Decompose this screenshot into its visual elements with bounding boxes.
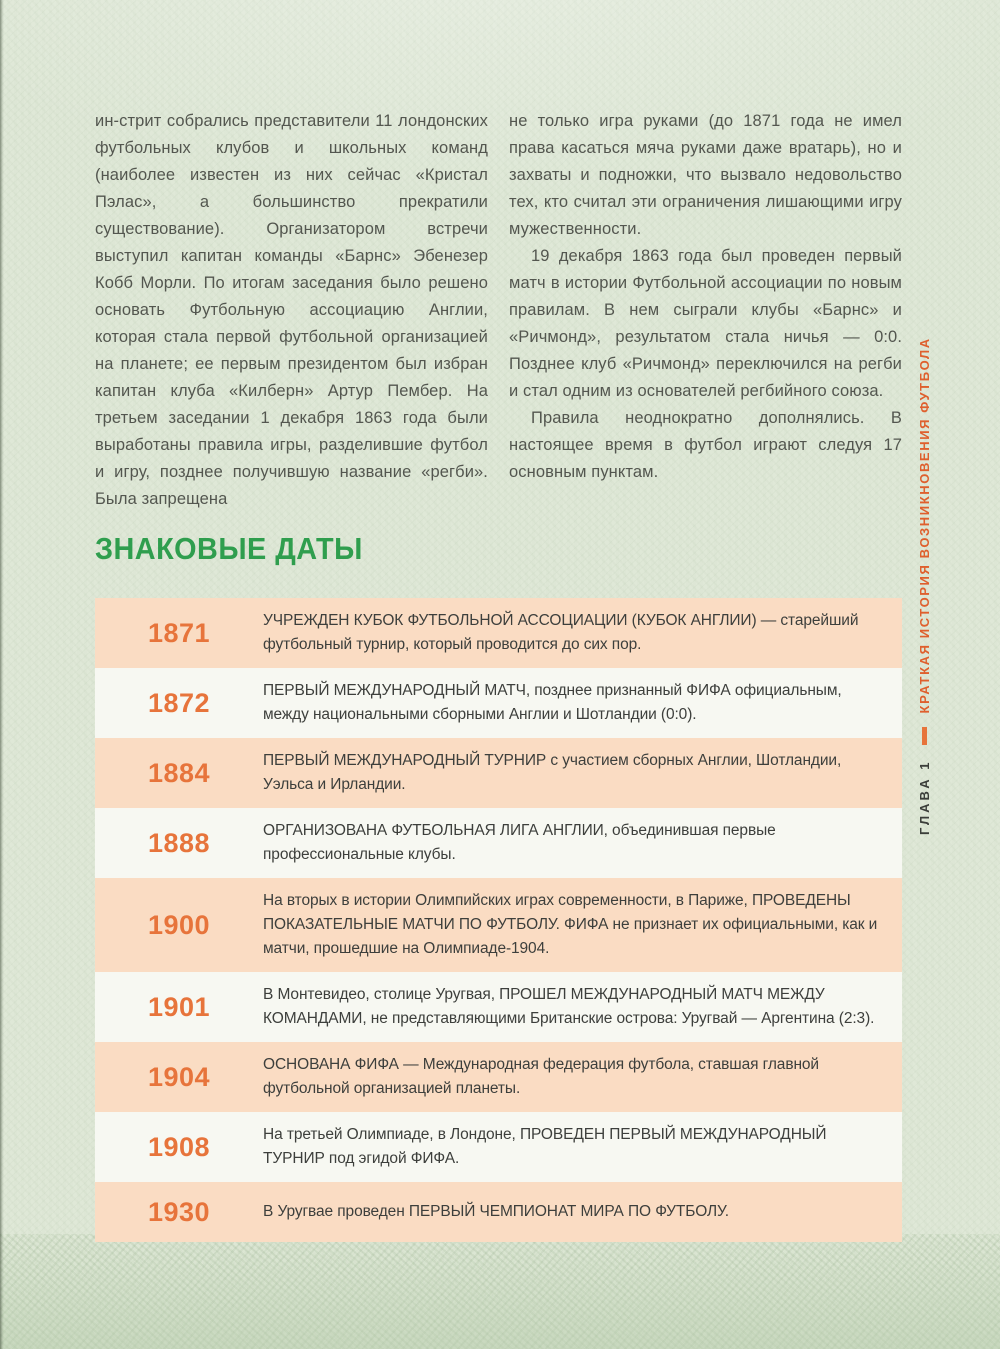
timeline-year: 1872 [147, 687, 211, 718]
timeline-year: 1900 [147, 909, 211, 940]
timeline-description: ОСНОВАНА ФИФА — Международная федерация футбола, ставшая главной футбольной организацией планеты. [263, 1056, 819, 1097]
timeline-row [95, 1112, 902, 1182]
timeline-row [95, 738, 902, 808]
timeline-year: 1901 [147, 991, 211, 1022]
paragraph: ин-стрит собрались представители 11 лондонских футбольных клубов и школьных команд (наиболее известен из них сейчас «Кристал Пэлас», а большинство прекратили существование). Организатором встречи выступил капитан команды «Барнс» Эбенезер Кобб Морли. По итогам заседания было решено основать Футбольную ассоциацию Англии, которая стала первой футбольной организацией на планете; ее первым президентом был избран капитан клуба «Килберн» Артур Пембер. На третьем заседании 1 декабря 1863 года были выработаны правила игры, разделившие футбол и игру, позднее получившую название «регби». Была запрещена [95, 112, 488, 508]
timeline-description: УЧРЕЖДЕН КУБОК ФУТБОЛЬНОЙ АССОЦИАЦИИ (КУБОК АНГЛИИ) — старейший футбольный турнир, который проводится до сих пор. [263, 612, 859, 653]
timeline-description: В Монтевидео, столице Уругвая, ПРОШЕЛ МЕЖДУНАРОДНЫЙ МАТЧ МЕЖДУ КОМАНДАМИ, не представляющими Британские острова: Уругвай — Аргентина (2:3). [263, 986, 875, 1027]
timeline-year: 1884 [147, 757, 211, 788]
timeline-description: ПЕРВЫЙ МЕЖДУНАРОДНЫЙ МАТЧ, позднее признанный ФИФА официальным, между национальными сборными Англии и Шотландии (0:0). [263, 682, 842, 723]
section-title: ЗНАКОВЫЕ ДАТЫ [95, 531, 363, 566]
timeline-row [95, 668, 902, 738]
timeline-row [95, 972, 902, 1042]
grass-texture-band [0, 1234, 1000, 1349]
chapter-title: КРАТКАЯ ИСТОРИЯ ВОЗНИКНОВЕНИЯ ФУТБОЛА [916, 337, 932, 714]
timeline-description: В Уругвае проведен ПЕРВЫЙ ЧЕМПИОНАТ МИРА ПО ФУТБОЛУ. [263, 1203, 729, 1220]
timeline-description: ПЕРВЫЙ МЕЖДУНАРОДНЫЙ ТУРНИР с участием сборных Англии, Шотландии, Уэльса и Ирландии. [263, 752, 842, 793]
paragraph: 19 декабря 1863 года был проведен первый матч в истории Футбольной ассоциации по новым правилам. В нем сыграли клубы «Барнс» и «Ричмонд», результатом стала ничья — 0:0. Позднее клуб «Ричмонд» переключился на регби и стал одним из основателей регбийного союза. [509, 247, 902, 400]
chapter-label: ГЛАВА 1 [916, 759, 932, 835]
paragraph: Правила неоднократно дополнялись. В настоящее время в футбол играют следуя 17 основным пунктам. [509, 409, 902, 481]
article-columns [95, 108, 902, 513]
timeline-table [95, 598, 902, 1242]
article-right-column [509, 108, 902, 513]
sidebar-divider [922, 727, 927, 745]
timeline-year: 1871 [147, 617, 211, 648]
timeline-row [95, 1182, 902, 1242]
timeline-year: 1908 [147, 1131, 211, 1162]
timeline-year: 1930 [147, 1196, 211, 1227]
timeline-row [95, 808, 902, 878]
timeline-row [95, 1042, 902, 1112]
timeline-year: 1888 [147, 827, 211, 858]
timeline-description: ОРГАНИЗОВАНА ФУТБОЛЬНАЯ ЛИГА АНГЛИИ, объединившая первые профессиональные клубы. [263, 822, 776, 863]
paragraph: не только игра руками (до 1871 года не имел права касаться мяча руками даже вратарь), но и захваты и подножки, что вызвало недовольство тех, кто считал эти ограничения лишающими игру мужественности. [509, 112, 902, 238]
timeline-description: На третьей Олимпиаде, в Лондоне, ПРОВЕДЕН ПЕРВЫЙ МЕЖДУНАРОДНЫЙ ТУРНИР под эгидой ФИФА. [263, 1126, 827, 1167]
chapter-sidebar [912, 337, 936, 835]
timeline-year: 1904 [147, 1061, 211, 1092]
timeline-description: На вторых в истории Олимпийских играх современности, в Париже, ПРОВЕДЕНЫ ПОКАЗАТЕЛЬНЫЕ МАТЧИ ПО ФУТБОЛУ. ФИФА не признает их официальными, как и матчи, прошедшие на Олимпиаде-1904. [263, 892, 878, 957]
article-left-column [95, 108, 488, 513]
timeline-row [95, 878, 902, 972]
timeline-row [95, 598, 902, 668]
page-edge-shadow [0, 0, 4, 1349]
